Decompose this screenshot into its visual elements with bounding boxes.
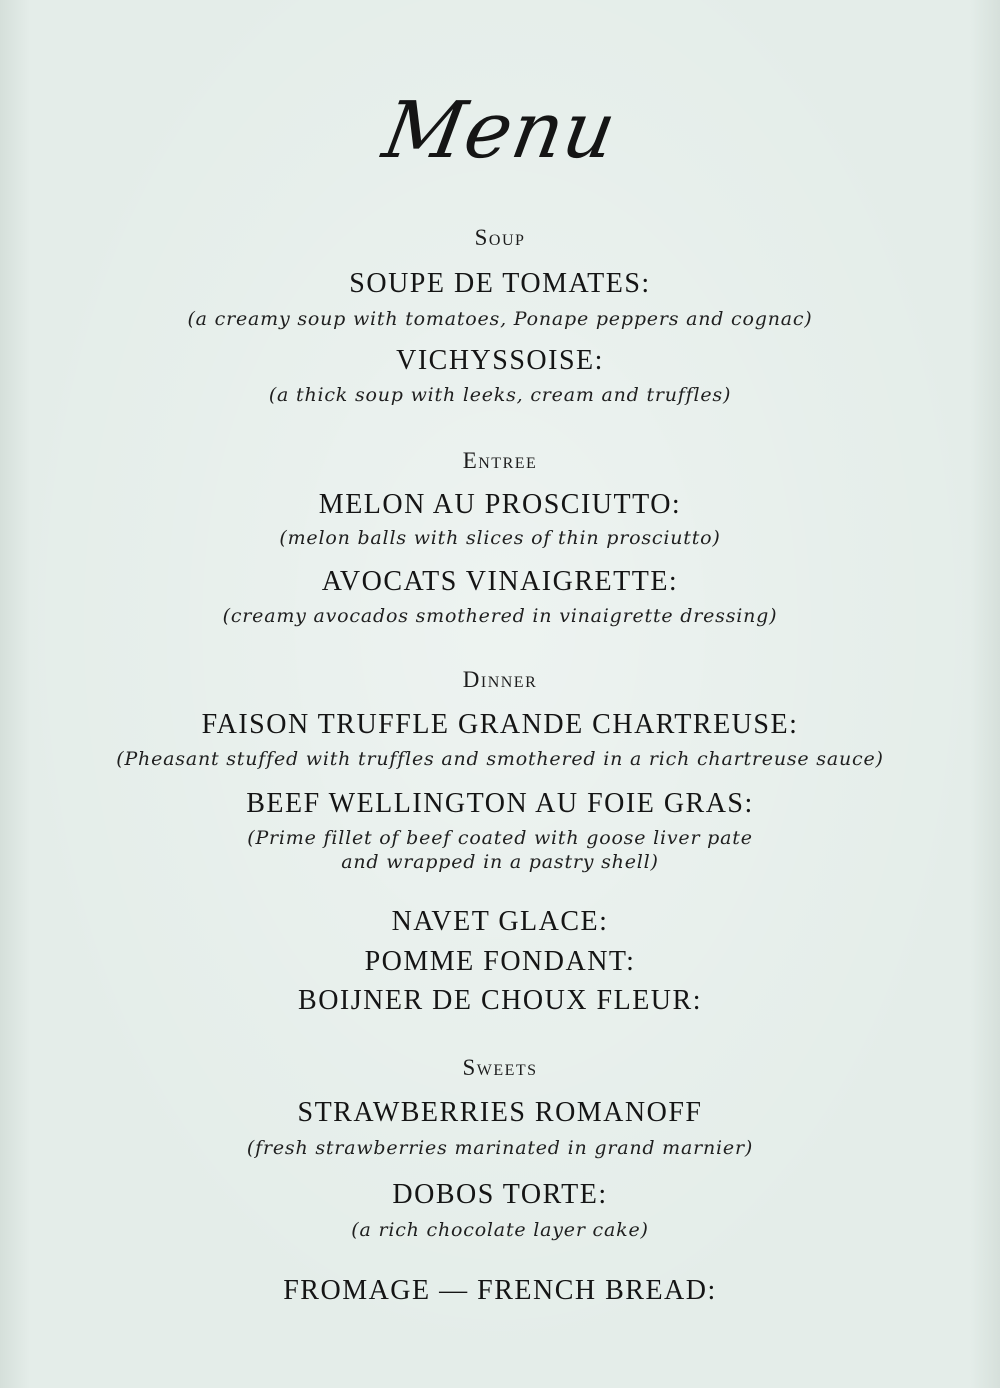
- dish-description: (Pheasant stuffed with truffles and smothered in a rich chartreuse sauce): [116, 748, 884, 770]
- dish-name: SOUPE DE TOMATES:: [349, 268, 651, 299]
- dish-description: (a thick soup with leeks, cream and truffles): [268, 384, 732, 406]
- section-heading-entree: Entree: [462, 448, 538, 473]
- dish-description: (creamy avocados smothered in vinaigrette dressing): [222, 605, 778, 627]
- dish-name: BOIJNER DE CHOUX FLEUR:: [298, 985, 702, 1016]
- dish-name: DOBOS TORTE:: [392, 1179, 608, 1210]
- dish-name: FAISON TRUFFLE GRANDE CHARTREUSE:: [201, 709, 799, 740]
- dish-description: (fresh strawberries marinated in grand marnier): [246, 1137, 754, 1159]
- dish-name: VICHYSSOISE:: [396, 345, 604, 376]
- menu-title: Menu: [376, 86, 624, 176]
- dish-name: NAVET GLACE:: [391, 906, 609, 937]
- dish-description: (melon balls with slices of thin prosciutto): [279, 527, 721, 549]
- dish-name: FROMAGE — FRENCH BREAD:: [283, 1275, 717, 1306]
- dish-description: (a rich chocolate layer cake): [351, 1219, 649, 1241]
- dish-description-line-1: (Prime fillet of beef coated with goose liver pate: [247, 827, 753, 849]
- dish-name: MELON AU PROSCIUTTO:: [318, 489, 682, 520]
- section-heading-sweets: Sweets: [462, 1055, 538, 1080]
- dish-name: STRAWBERRIES ROMANOFF: [297, 1097, 703, 1128]
- section-heading-dinner: Dinner: [462, 667, 538, 692]
- section-heading-soup: Soup: [474, 225, 526, 250]
- dish-description-line-2: and wrapped in a pastry shell): [341, 851, 659, 873]
- dish-name: AVOCATS VINAIGRETTE:: [321, 566, 679, 597]
- dish-name: BEEF WELLINGTON AU FOIE GRAS:: [246, 788, 754, 819]
- dish-description: (a creamy soup with tomatoes, Ponape peppers and cognac): [187, 308, 813, 330]
- dish-name: POMME FONDANT:: [364, 946, 636, 977]
